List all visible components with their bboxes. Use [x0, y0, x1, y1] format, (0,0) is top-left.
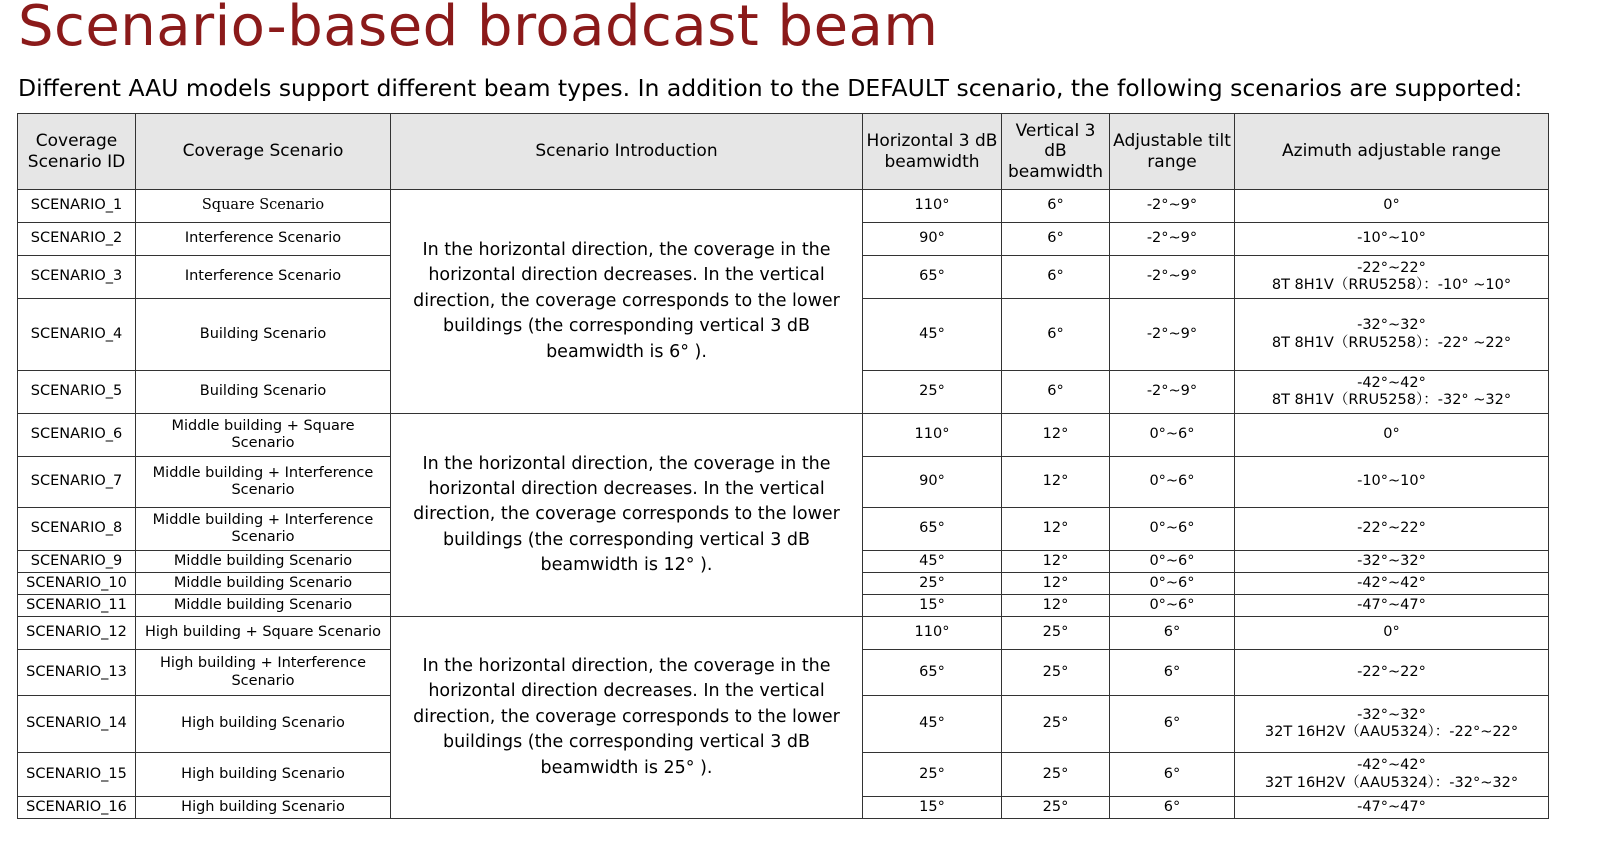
azimuth-range-main: -42°~42°	[1357, 574, 1426, 591]
tilt-range-cell: 0°~6°	[1110, 508, 1235, 551]
scenario-id-cell: SCENARIO_12	[18, 617, 136, 650]
v-beamwidth-cell: 25°	[1002, 696, 1110, 753]
scenario-intro-cell: In the horizontal direction, the coverage in the horizontal direction decreases. In the vertical direction, the coverage corresponds to the lower buildings (the corresponding vertical 3 dB beamwidth is 6° ).	[391, 190, 863, 414]
azimuth-range-model-note: 8T 8H1V（RRU5258）：-32° ~32°	[1271, 392, 1512, 408]
azimuth-range-cell	[1235, 414, 1549, 457]
scenario-name-cell: Building Scenario	[136, 299, 391, 371]
scenario-id-cell: SCENARIO_4	[18, 299, 136, 371]
scenario-name-cell: Interference Scenario	[136, 256, 391, 299]
scenario-name-cell: Middle building + Interference Scenario	[136, 457, 391, 508]
azimuth-range-main: -32°~32°	[1357, 552, 1426, 569]
azimuth-range-main: -10°~10°	[1357, 230, 1426, 247]
azimuth-range-cell	[1235, 595, 1549, 617]
h-beamwidth-cell: 45°	[863, 696, 1002, 753]
h-beamwidth-cell: 110°	[863, 414, 1002, 457]
v-beamwidth-cell: 12°	[1002, 595, 1110, 617]
h-beamwidth-cell: 25°	[863, 371, 1002, 414]
azimuth-range-cell	[1235, 256, 1549, 299]
scenario-name-cell: High building Scenario	[136, 696, 391, 753]
azimuth-range-main: -32°~32°	[1357, 317, 1426, 334]
header-tilt: Adjustable tilt range	[1110, 114, 1235, 190]
azimuth-range-cell	[1235, 508, 1549, 551]
v-beamwidth-cell: 12°	[1002, 457, 1110, 508]
tilt-range-cell: 6°	[1110, 617, 1235, 650]
azimuth-range-main: -42°~42°	[1357, 374, 1426, 391]
header-v-beam: Vertical 3 dB beamwidth	[1002, 114, 1110, 190]
h-beamwidth-cell: 15°	[863, 595, 1002, 617]
v-beamwidth-cell: 6°	[1002, 371, 1110, 414]
azimuth-range-cell	[1235, 551, 1549, 573]
v-beamwidth-cell: 25°	[1002, 797, 1110, 819]
scenario-id-cell: SCENARIO_5	[18, 371, 136, 414]
scenario-id-cell: SCENARIO_14	[18, 696, 136, 753]
scenario-name-cell: High building + Interference Scenario	[136, 650, 391, 696]
tilt-range-cell: 0°~6°	[1110, 414, 1235, 457]
tilt-range-cell: 6°	[1110, 696, 1235, 753]
scenario-id-cell: SCENARIO_13	[18, 650, 136, 696]
header-scenario: Coverage Scenario	[136, 114, 391, 190]
azimuth-range-cell	[1235, 190, 1549, 223]
h-beamwidth-cell: 15°	[863, 797, 1002, 819]
tilt-range-cell: 0°~6°	[1110, 595, 1235, 617]
azimuth-range-main: 0°	[1383, 426, 1400, 443]
h-beamwidth-cell: 90°	[863, 223, 1002, 256]
azimuth-range-model-note: 8T 8H1V（RRU5258）：-22° ~22°	[1271, 334, 1512, 351]
azimuth-range-main: -32°~32°	[1357, 706, 1426, 723]
v-beamwidth-cell: 12°	[1002, 573, 1110, 595]
h-beamwidth-cell: 65°	[863, 256, 1002, 299]
scenario-name-cell: High building + Square Scenario	[136, 617, 391, 650]
h-beamwidth-cell: 25°	[863, 573, 1002, 595]
azimuth-range-cell	[1235, 696, 1549, 753]
azimuth-range-main: -10°~10°	[1357, 473, 1426, 490]
scenario-name-cell: High building Scenario	[136, 797, 391, 819]
scenario-id-cell: SCENARIO_9	[18, 551, 136, 573]
scenario-table	[17, 113, 1549, 819]
table-header-row	[18, 114, 1549, 190]
azimuth-range-main: -42°~42°	[1357, 757, 1426, 774]
azimuth-range-model-note: 32T 16H2V（AAU5324）：-22°~22°	[1264, 724, 1519, 740]
scenario-id-cell: SCENARIO_3	[18, 256, 136, 299]
v-beamwidth-cell: 12°	[1002, 551, 1110, 573]
scenario-id-cell: SCENARIO_2	[18, 223, 136, 256]
azimuth-range-main: -47°~47°	[1357, 798, 1426, 815]
tilt-range-cell: 6°	[1110, 753, 1235, 797]
v-beamwidth-cell: 25°	[1002, 753, 1110, 797]
tilt-range-cell: -2°~9°	[1110, 371, 1235, 414]
scenario-name-cell: Middle building Scenario	[136, 551, 391, 573]
tilt-range-cell: -2°~9°	[1110, 190, 1235, 223]
tilt-range-cell: 0°~6°	[1110, 457, 1235, 508]
scenario-name-cell: Square Scenario	[136, 190, 391, 223]
header-intro: Scenario Introduction	[391, 114, 863, 190]
tilt-range-cell: -2°~9°	[1110, 256, 1235, 299]
scenario-id-cell: SCENARIO_1	[18, 190, 136, 223]
table-body	[18, 190, 1549, 819]
azimuth-range-cell	[1235, 299, 1549, 371]
azimuth-range-cell	[1235, 797, 1549, 819]
tilt-range-cell: 0°~6°	[1110, 551, 1235, 573]
h-beamwidth-cell: 110°	[863, 617, 1002, 650]
azimuth-range-model-note: 8T 8H1V（RRU5258）：-10° ~10°	[1271, 277, 1512, 293]
azimuth-range-cell	[1235, 617, 1549, 650]
v-beamwidth-cell: 6°	[1002, 223, 1110, 256]
scenario-name-cell: High building Scenario	[136, 753, 391, 797]
v-beamwidth-cell: 6°	[1002, 190, 1110, 223]
scenario-id-cell: SCENARIO_10	[18, 573, 136, 595]
tilt-range-cell: 6°	[1110, 650, 1235, 696]
v-beamwidth-cell: 25°	[1002, 617, 1110, 650]
h-beamwidth-cell: 25°	[863, 753, 1002, 797]
scenario-id-cell: SCENARIO_15	[18, 753, 136, 797]
scenario-intro-cell: In the horizontal direction, the coverage in the horizontal direction decreases. In the vertical direction, the coverage corresponds to the lower buildings (the corresponding vertical 3 dB beamwidth is 25° ).	[391, 617, 863, 819]
tilt-range-cell: 6°	[1110, 797, 1235, 819]
v-beamwidth-cell: 6°	[1002, 299, 1110, 371]
azimuth-range-main: -22°~22°	[1357, 520, 1426, 537]
header-azimuth: Azimuth adjustable range	[1235, 114, 1549, 190]
azimuth-range-main: -22°~22°	[1357, 663, 1426, 680]
scenario-name-cell: Middle building + Interference Scenario	[136, 508, 391, 551]
azimuth-range-cell	[1235, 650, 1549, 696]
scenario-name-cell: Interference Scenario	[136, 223, 391, 256]
scenario-name-cell: Building Scenario	[136, 371, 391, 414]
h-beamwidth-cell: 90°	[863, 457, 1002, 508]
h-beamwidth-cell: 45°	[863, 299, 1002, 371]
v-beamwidth-cell: 12°	[1002, 414, 1110, 457]
azimuth-range-model-note: 32T 16H2V（AAU5324）：-32°~32°	[1264, 774, 1519, 791]
page-title: Scenario-based broadcast beam	[18, 0, 939, 59]
scenario-name-cell: Middle building + Square Scenario	[136, 414, 391, 457]
azimuth-range-cell	[1235, 371, 1549, 414]
v-beamwidth-cell: 6°	[1002, 256, 1110, 299]
scenario-id-cell: SCENARIO_7	[18, 457, 136, 508]
v-beamwidth-cell: 25°	[1002, 650, 1110, 696]
azimuth-range-main: 0°	[1383, 624, 1400, 641]
table-row	[18, 190, 1549, 223]
azimuth-range-main: 0°	[1383, 197, 1400, 214]
table-row	[18, 414, 1549, 457]
scenario-id-cell: SCENARIO_16	[18, 797, 136, 819]
azimuth-range-cell	[1235, 753, 1549, 797]
h-beamwidth-cell: 65°	[863, 650, 1002, 696]
h-beamwidth-cell: 65°	[863, 508, 1002, 551]
azimuth-range-cell	[1235, 223, 1549, 256]
tilt-range-cell: -2°~9°	[1110, 299, 1235, 371]
scenario-name-cell: Middle building Scenario	[136, 573, 391, 595]
scenario-id-cell: SCENARIO_6	[18, 414, 136, 457]
table-row	[18, 617, 1549, 650]
scenario-id-cell: SCENARIO_8	[18, 508, 136, 551]
h-beamwidth-cell: 45°	[863, 551, 1002, 573]
header-h-beam: Horizontal 3 dB beamwidth	[863, 114, 1002, 190]
azimuth-range-main: -22°~22°	[1357, 259, 1426, 276]
tilt-range-cell: 0°~6°	[1110, 573, 1235, 595]
h-beamwidth-cell: 110°	[863, 190, 1002, 223]
v-beamwidth-cell: 12°	[1002, 508, 1110, 551]
azimuth-range-main: -47°~47°	[1357, 596, 1426, 613]
header-id: Coverage Scenario ID	[18, 114, 136, 190]
scenario-id-cell: SCENARIO_11	[18, 595, 136, 617]
page-subtitle: Different AAU models support different beam types. In addition to the DEFAULT scenario, the following scenarios are supported:	[18, 74, 1523, 102]
scenario-intro-cell: In the horizontal direction, the coverage in the horizontal direction decreases. In the vertical direction, the coverage corresponds to the lower buildings (the corresponding vertical 3 dB beamwidth is 12° ).	[391, 414, 863, 617]
tilt-range-cell: -2°~9°	[1110, 223, 1235, 256]
scenario-name-cell: Middle building Scenario	[136, 595, 391, 617]
azimuth-range-cell	[1235, 573, 1549, 595]
azimuth-range-cell	[1235, 457, 1549, 508]
